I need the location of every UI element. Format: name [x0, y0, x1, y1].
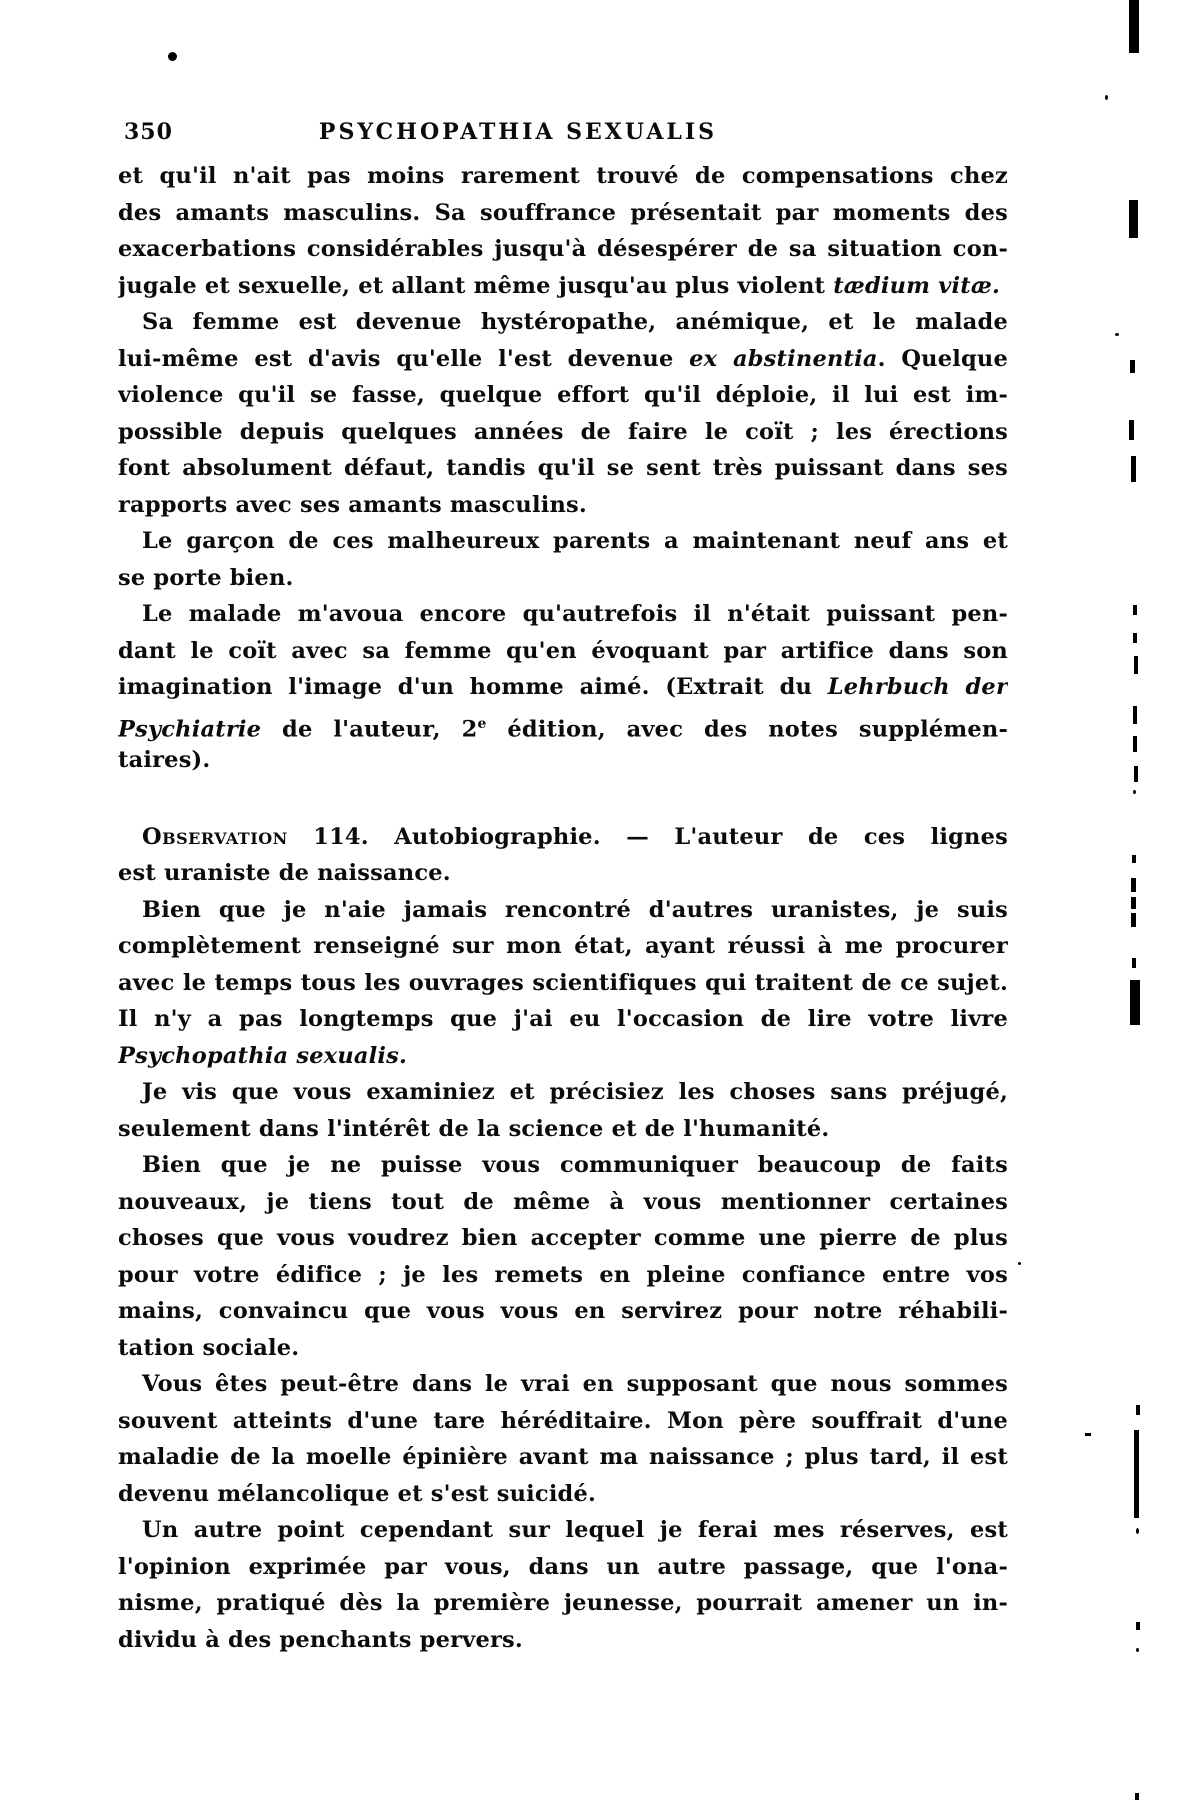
- text-segment: possible depuis quelques années de faire le coït ; les érections: [118, 418, 1008, 445]
- scan-artifact: [1133, 790, 1136, 794]
- text-line: [118, 706, 1008, 743]
- text-segment: pour votre édifice ; je les remets en pleine confiance entre vos: [118, 1261, 1008, 1288]
- scan-artifact: [1132, 855, 1136, 863]
- scan-artifact: [1131, 878, 1136, 892]
- text-line: [118, 1439, 1008, 1476]
- text-line: [118, 1512, 1008, 1549]
- text-line: [118, 1074, 1008, 1111]
- text-segment: exacerbations considérables jusqu'à désespérer de sa situation con-: [118, 236, 1008, 262]
- text-segment: l'opinion exprimée par vous, dans un autre passage, que l'ona-: [118, 1553, 1008, 1580]
- text-line: [118, 268, 1008, 305]
- text-segment: maladie de la moelle épinière avant ma naissance ; plus tard, il est: [118, 1444, 1008, 1470]
- text-segment: Bien que je ne puisse vous communiquer beaucoup de faits: [142, 1152, 1008, 1178]
- text-line: [118, 341, 1008, 378]
- scan-artifact: [1133, 736, 1137, 752]
- text-line: [118, 1257, 1008, 1294]
- scan-artifact: [1132, 958, 1136, 968]
- paragraph: [118, 304, 1008, 523]
- scan-artifact: [1129, 0, 1139, 53]
- text-segment: dant le coït avec sa femme qu'en évoquant par artifice dans son: [118, 637, 1008, 664]
- scan-artifact: [1115, 333, 1119, 336]
- page-header: [118, 119, 1008, 149]
- text-line: [118, 304, 1008, 341]
- text-line: [118, 1147, 1008, 1184]
- paragraph: [118, 596, 1008, 779]
- text-line: [118, 1549, 1008, 1586]
- text-segment: et qu'il n'ait pas moins rarement trouvé de compensations chez: [118, 163, 1008, 189]
- scan-artifact: [1133, 633, 1137, 643]
- text-segment: nisme, pratiqué dès la première jeunesse, pourrait amener un in-: [118, 1590, 1008, 1616]
- text-segment: avec le temps tous les ouvrages scientifiques qui traitent de ce sujet.: [118, 969, 1008, 996]
- page-number: 350: [124, 119, 173, 145]
- text-line: [118, 819, 1008, 856]
- text-segment: souvent atteints d'une tare héréditaire. Mon père souffrait d'une: [118, 1407, 1008, 1434]
- text-line: [118, 414, 1008, 451]
- text-segment: ex abstinentia: [689, 345, 878, 372]
- scan-artifact: [1130, 360, 1135, 373]
- text-line: [118, 1622, 1008, 1659]
- text-line: [118, 1330, 1008, 1367]
- text-line: [118, 669, 1008, 706]
- text-line: [118, 487, 1008, 524]
- text-line: [118, 1111, 1008, 1148]
- paragraph: [118, 892, 1008, 1075]
- text-line: [118, 1476, 1008, 1513]
- paragraph: [118, 523, 1008, 596]
- text-line: [118, 633, 1008, 670]
- scan-artifact: [1136, 1405, 1140, 1415]
- text-line: [118, 1403, 1008, 1440]
- text-segment: Sa femme est devenue hystéropathe, anémique, et le malade: [142, 309, 1008, 335]
- text-line: [118, 158, 1008, 195]
- page-text: [118, 158, 1008, 1658]
- scan-artifact: [168, 52, 177, 61]
- running-title: PSYCHOPATHIA SEXUALIS: [318, 119, 718, 145]
- text-segment: violence qu'il se fasse, quelque effort qu'il déploie, il lui est im-: [118, 382, 1008, 408]
- text-segment: tation sociale.: [118, 1334, 300, 1361]
- text-segment: e: [477, 715, 487, 732]
- text-line: [118, 195, 1008, 232]
- text-segment: font absolument défaut, tandis qu'il se sent très puissant dans ses: [118, 455, 1008, 481]
- scan-artifact: [1136, 1622, 1140, 1630]
- text-line: [118, 1366, 1008, 1403]
- text-segment: rapports avec ses amants masculins.: [118, 491, 587, 518]
- scan-artifact: [1018, 1262, 1021, 1265]
- scan-artifact: [1133, 706, 1137, 724]
- text-line: [118, 928, 1008, 965]
- paragraph: [118, 819, 1008, 892]
- scan-artifact: [1085, 1433, 1091, 1436]
- text-line: [118, 377, 1008, 414]
- text-segment: est uraniste de naissance.: [118, 860, 451, 886]
- text-segment: Vous êtes peut-être dans le vrai en supposant que nous sommes: [142, 1371, 1008, 1397]
- text-segment: devenu mélancolique et s'est suicidé.: [118, 1480, 597, 1507]
- text-segment: imagination l'image d'un homme aimé. (Extrait du: [118, 674, 828, 700]
- text-segment: nouveaux, je tiens tout de même à vous mentionner certaines: [118, 1188, 1008, 1215]
- text-line: [118, 1001, 1008, 1038]
- scan-artifact: [1133, 605, 1137, 615]
- text-segment: complètement renseigné sur mon état, ayant réussi à me procurer: [118, 933, 1008, 959]
- text-segment: édition, avec des notes supplémen-: [486, 716, 1008, 742]
- text-line: [118, 1184, 1008, 1221]
- scan-artifact: [1136, 1648, 1139, 1652]
- text-segment: Bien que je n'aie jamais rencontré d'autres uranistes, je suis: [142, 896, 1008, 923]
- scan-artifact: [1136, 1528, 1139, 1534]
- text-segment: jugale et sexuelle, et allant même jusqu'au plus violent: [118, 272, 834, 299]
- text-segment: tædium vitæ.: [833, 272, 1001, 299]
- text-line: [118, 892, 1008, 929]
- text-line: [118, 742, 1008, 779]
- text-segment: Je vis que vous examiniez et précisiez les choses sans préjugé,: [142, 1079, 1008, 1105]
- text-segment: Le malade m'avoua encore qu'autrefois il n'était puissant pen-: [142, 601, 1008, 627]
- text-segment: taires).: [118, 747, 211, 773]
- text-segment: Observation: [142, 823, 288, 850]
- text-segment: Psychopathia sexualis.: [118, 1042, 408, 1069]
- text-line: [118, 855, 1008, 892]
- text-segment: mains, convaincu que vous vous en servirez pour notre réhabili-: [118, 1298, 1008, 1324]
- text-line: [118, 1293, 1008, 1330]
- text-line: [118, 231, 1008, 268]
- scan-artifact: [1131, 456, 1136, 482]
- text-line: [118, 523, 1008, 560]
- text-segment: dividu à des penchants pervers.: [118, 1626, 523, 1653]
- text-line: [118, 596, 1008, 633]
- text-line: [118, 1220, 1008, 1257]
- scan-artifact: [1129, 200, 1138, 238]
- text-segment: Il n'y a pas longtemps que j'ai eu l'occasion de lire votre livre: [118, 1006, 1008, 1032]
- text-segment: Lehrbuch der: [827, 674, 1008, 700]
- scan-artifact: [1134, 656, 1138, 674]
- text-line: [118, 1585, 1008, 1622]
- text-segment: . Quelque: [877, 345, 1008, 372]
- paragraph: [118, 1074, 1008, 1147]
- scan-artifact: [1129, 420, 1134, 440]
- text-segment: 114. Autobiographie. — L'auteur de ces lignes: [287, 823, 1008, 850]
- text-segment: des amants masculins. Sa souffrance présentait par moments des: [118, 199, 1008, 226]
- text-segment: lui-même est d'avis qu'elle l'est devenue: [118, 345, 690, 372]
- scan-artifact: [1105, 95, 1108, 100]
- text-segment: Psychiatrie: [118, 716, 262, 742]
- text-segment: se porte bien.: [118, 564, 294, 591]
- text-segment: de l'auteur, 2: [261, 716, 478, 742]
- text-line: [118, 560, 1008, 597]
- paragraph: [118, 158, 1008, 304]
- paragraph: [118, 1147, 1008, 1366]
- scan-artifact: [1134, 1430, 1139, 1518]
- paragraph: [118, 1366, 1008, 1512]
- scan-artifact: [1131, 913, 1136, 927]
- text-line: [118, 450, 1008, 487]
- text-segment: choses que vous voudrez bien accepter comme une pierre de plus: [118, 1225, 1008, 1251]
- paragraph: [118, 1512, 1008, 1658]
- text-line: [118, 1038, 1008, 1075]
- scan-artifact: [1131, 897, 1136, 909]
- text-line: [118, 965, 1008, 1002]
- scan-artifact: [1130, 980, 1140, 1025]
- text-segment: Un autre point cependant sur lequel je ferai mes réserves, est: [142, 1517, 1008, 1543]
- text-segment: seulement dans l'intérêt de la science et de l'humanité.: [118, 1115, 830, 1142]
- scan-artifact: [1135, 1793, 1139, 1800]
- text-segment: Le garçon de ces malheureux parents a maintenant neuf ans et: [142, 528, 1008, 554]
- scan-artifact: [1134, 766, 1138, 782]
